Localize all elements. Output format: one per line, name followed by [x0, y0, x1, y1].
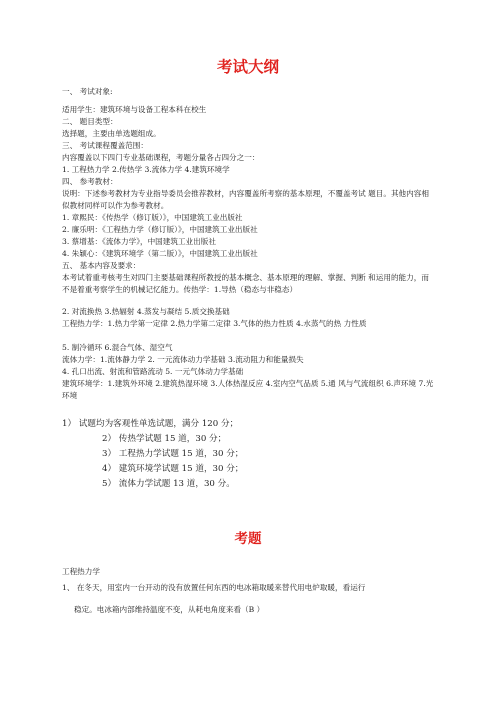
question-1: 1、 在冬天，用室内一台开动的没有放置任何东西的电冰箱取暖来替代用电炉取暖，看运行	[62, 583, 366, 592]
text-fluid-mechanics-topics-2: 4. 孔口出流、射流和管路流动 5. 一元气体动力学基础	[62, 367, 244, 376]
heading-exam-target: 一、 考试对象:	[62, 87, 113, 96]
text-question-type: 选择题，主要由单选题组成。	[62, 129, 161, 138]
textbook-item-4: 4. 朱颖心：《建筑环境学（第二版）》，中国建筑工业出版社	[62, 249, 258, 258]
textbook-item-2: 2. 廉乐明：《工程热力学（修订版）》，中国建筑工业出版社	[62, 225, 258, 234]
subject-heading: 工程热力学	[62, 567, 100, 576]
text-thermodynamics-topics: 工程热力学：1.热力学第一定律 2.热力学第二定律 3.气体的热力性质 4.水蒸气的热 力性质	[62, 319, 367, 328]
text-requirements: 本考试着重考核考生对四门主要基础课程所教授的基本概念、基本原理的理解、掌握、判断 和运用的能力，而不是着重考察学生的机械记忆能力。传热学：1.导热（稳态与非稳态）	[62, 273, 429, 294]
textbook-item-1: 1. 章熙民：《传热学（修订版）》，中国建筑工业出版社	[62, 213, 243, 222]
score-intro: 1） 试题均为客观性单选试题，满分 120 分；	[62, 419, 239, 429]
textbook-item-3: 3. 蔡增基：《流体力学》，中国建筑工业出版社	[62, 237, 216, 246]
text-textbook-note: 说明：下述参考教材为专业指导委员会推荐教材，内容覆盖所考察的基本原理，不覆盖考试 题目。其他内容相似教材同样可以作为参考教材。	[62, 189, 429, 210]
text-heat-transfer-topics: 2. 对流换热 3.热辐射 4.蒸发与凝结 5.质交换基础	[62, 307, 230, 316]
score-item: 3） 工程热力学试题 15 道，30 分；	[102, 449, 244, 459]
text-coverage: 内容覆盖以下四门专业基础课程，考题分量各占四分之一：	[62, 153, 260, 162]
heading-coverage: 三、 考试课程覆盖范围：	[62, 141, 148, 150]
page-title: 考试大纲	[216, 58, 279, 76]
score-item: 5） 流体力学试题 13 道，30 分。	[102, 479, 235, 489]
text-target-students: 适用学生：建筑环境与设备工程本科在校生	[62, 105, 207, 114]
score-item: 4） 建筑环境学试题 15 道，30 分；	[102, 464, 244, 474]
text-courses: 1. 工程热力学 2.传热学 3.流体力学 4.建筑环境学	[62, 165, 230, 174]
question-1-continued: 稳定。电冰箱内部维持温度不变，从耗电角度来看（B ）	[74, 605, 265, 614]
text-thermodynamics-topics-2: 5. 制冷循环 6.混合气体、湿空气	[62, 343, 173, 352]
heading-question-type: 二、 题目类型：	[62, 117, 118, 126]
heading-textbooks: 四、 参考教材：	[62, 177, 118, 186]
text-building-environment-topics: 建筑环境学：1.建筑外环境 2.建筑热湿环境 3.人体热湿反应 4.室内空气品质 5.通 风与气流组织 6.声环境 7.光环境	[62, 379, 434, 400]
score-item: 2） 传热学试题 15 道，30 分；	[102, 434, 227, 444]
section-title-questions: 考题	[234, 531, 262, 547]
heading-requirements: 五、 基本内容及要求：	[62, 261, 141, 270]
text-fluid-mechanics-topics: 流体力学：1.流体静力学 2. 一元流体动力学基础 3.流动阻力和能量损失	[62, 355, 304, 364]
